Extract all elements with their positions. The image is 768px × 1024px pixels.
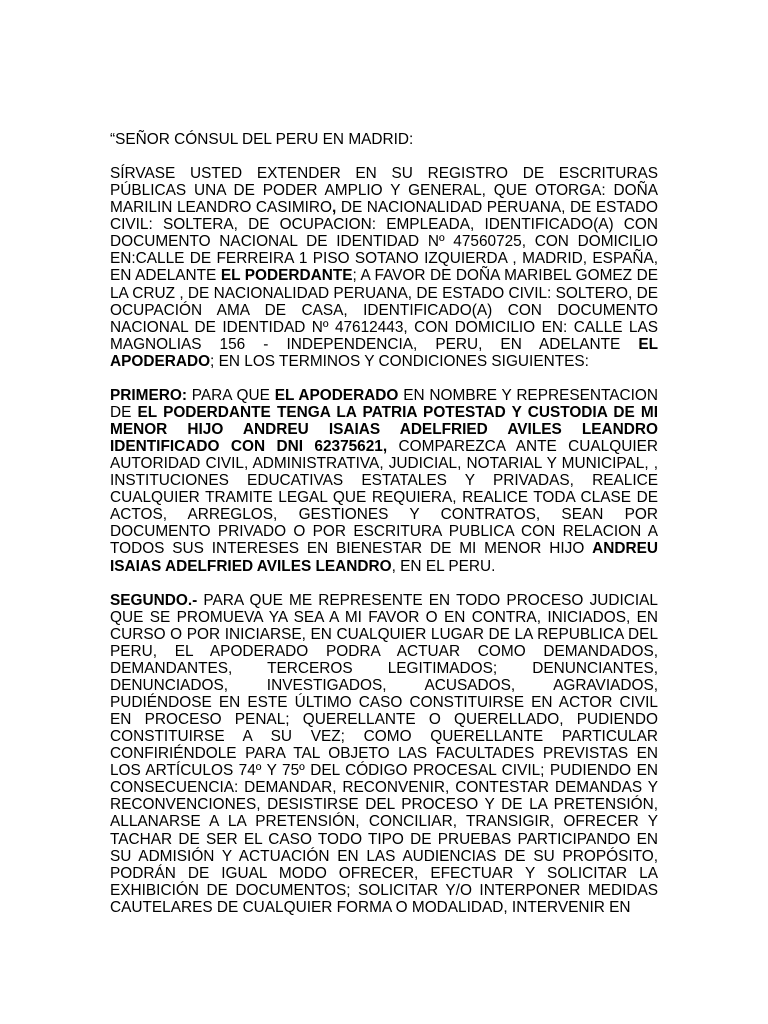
primero-heading: PRIMERO: — [110, 386, 187, 404]
document-body — [110, 131, 658, 933]
intro-bold-comma: , — [332, 199, 337, 217]
primero-text: COMPAREZCA ANTE CUALQUIER AUTORIDAD CIVIL, ADMINISTRATIVA, JUDICIAL, NOTARIAL Y MUNICIPAL, , INSTITUCIONES EDUCATIVAS ESTATALES Y PRIVADAS, REALICE CUALQUIER TRAMITE LEGAL QUE REQUIERA, REALICE TODA CLASE DE ACTOS, ARREGLOS, GESTIONES Y CONTRATOS, SEAN POR DOCUMENTO PRIVADO O POR ESCRITURA PUBLICA CON RELACION A TODOS SUS INTERESES EN BIENESTAR DE MI MENOR HIJO — [110, 438, 658, 558]
custody-clause: EL PODERDANTE TENGA LA PATRIA POTESTAD Y CUSTODIA DE MI MENOR HIJO ANDREU ISAIAS ADELFRIED AVILES LEANDRO IDENTIFICADO CON DNI 62375621, — [110, 403, 658, 456]
intro-text: ; EN LOS TERMINOS Y CONDICIONES SIGUIENTES: — [210, 352, 589, 370]
segundo-clause — [110, 592, 658, 916]
primero-text: EN NOMBRE Y REPRESENTACION DE — [110, 386, 658, 421]
apoderado-term: EL APODERADO — [110, 335, 658, 370]
intro-text: ; A FAVOR DE DOÑA MARIBEL GOMEZ DE LA CRUZ , DE NACIONALIDAD PERUANA, DE ESTADO CIVIL: SOLTERO, DE OCUPACIÓN AMA DE CASA, IDENTIFICADO(A) CON DOCUMENTO NACIONAL DE IDENTIDAD Nº 47612443, CON DOMICILIO EN: CALLE LAS MAGNOLIAS 156 - INDEPENDENCIA, PERU, EN ADELANTE — [110, 267, 658, 353]
poderdante-term: EL PODERDANTE — [220, 267, 353, 285]
intro-text: SÍRVASE USTED EXTENDER EN SU REGISTRO DE ESCRITURAS PÚBLICAS UNA DE PODER AMPLIO Y GENERAL, QUE OTORGA: DOÑA MARILIN LEANDRO CASIMIRO — [110, 165, 658, 217]
primero-text: PARA QUE — [186, 386, 275, 404]
segundo-text: PARA QUE ME REPRESENTE EN TODO PROCESO JUDICIAL QUE SE PROMUEVA YA SEA A MI FAVOR O EN CONTRA, INICIADOS, EN CURSO O POR INICIARSE, EN CUALQUIER LUGAR DE LA REPUBLICA DEL PERU, EL APODERADO PODRA ACTUAR COMO DEMANDADOS, DEMANDANTES, TERCEROS LEGITIMADOS; DENUNCIANTES, DENUNCIADOS, INVESTIGADOS, ACUSADOS, AGRAVIADOS, PUDIÉNDOSE EN ESTE ÚLTIMO CASO CONSTITUIRSE EN ACTOR CIVIL EN PROCESO PENAL; QUERELLANTE O QUERELLADO, PUDIENDO CONSTITUIRSE A SU VEZ; COMO QUERELLANTE PARTICULAR CONFIRIÉNDOLE PARA TAL OBJETO LAS FACULTADES PREVISTAS EN LOS ARTÍCULOS 74º Y 75º DEL CÓDIGO PROCESAL CIVIL; PUDIENDO EN CONSECUENCIA: DEMANDAR, RECONVENIR, CONTESTAR DEMANDAS Y RECONVENCIONES, DESISTIRSE DEL PROCESO Y DE LA PRETENSIÓN, ALLANARSE A LA PRETENSIÓN, CONCILIAR, TRANSIGIR, OFRECER Y TACHAR DE SER EL CASO TODO TIPO DE PRUEBAS PARTICIPANDO EN SU ADMISIÓN Y ACTUACIÓN EN LAS AUDIENCIAS DE SU PROPÓSITO, PODRÁN DE IGUAL MODO OFRECER, EFECTUAR Y SOLICITAR LA EXHIBICIÓN DE DOCUMENTOS; SOLICITAR Y/O INTERPONER MEDIDAS CAUTELARES DE CUALQUIER FORMA O MODALIDAD, INTERVENIR EN — [110, 591, 658, 916]
child-name: ANDREU ISAIAS ADELFRIED AVILES LEANDRO — [110, 540, 658, 575]
intro-paragraph — [110, 165, 658, 370]
salutation: “SEÑOR CÓNSUL DEL PERU EN MADRID: — [110, 131, 414, 148]
primero-clause — [110, 387, 658, 575]
apoderado-term: EL APODERADO — [274, 386, 399, 404]
intro-text: DE NACIONALIDAD PERUANA, DE ESTADO CIVIL: SOLTERA, DE OCUPACION: EMPLEADA, IDENTIFICADO(A) CON DOCUMENTO NACIONAL DE IDENTIDAD Nº 47560725, CON DOMICILIO EN:CALLE DE FERREIRA 1 PISO SOTANO IZQUIERDA , MADRID, ESPAÑA, EN ADELANTE — [110, 199, 658, 285]
segundo-heading: SEGUNDO.- — [110, 591, 198, 609]
primero-text: , EN EL PERU. — [391, 557, 496, 575]
